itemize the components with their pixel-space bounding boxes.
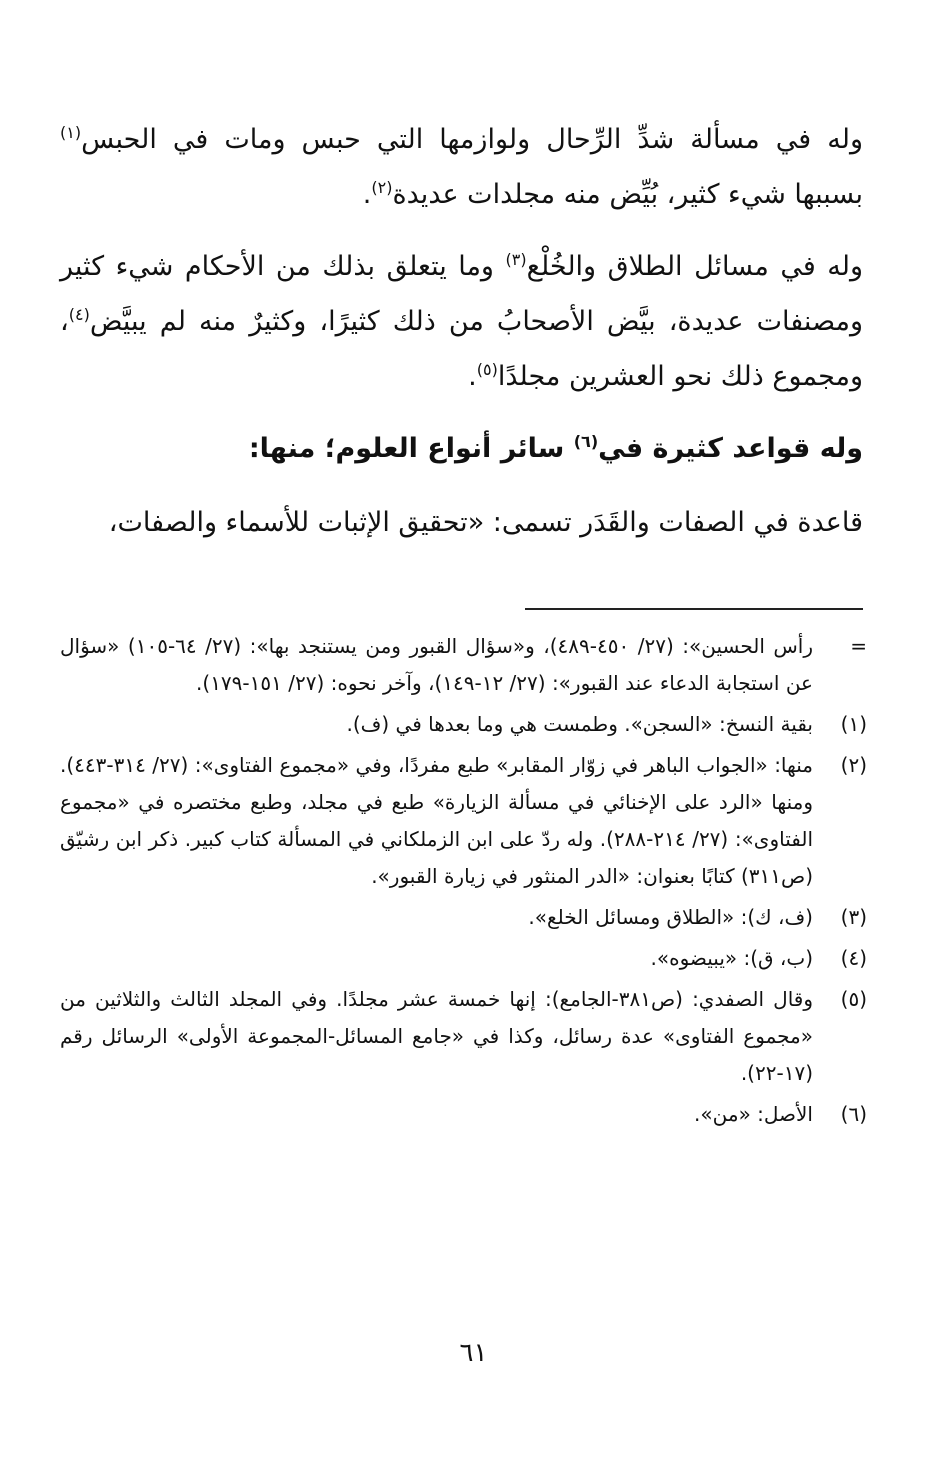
paragraph [60,112,863,222]
footnote-ref: (٢) [371,178,393,197]
text-segment: وله قواعد كثيرة في [598,433,863,464]
footnote-marker: (٢) [840,753,867,777]
text-segment: وما يتعلق بذلك من الأحكام شيء كثير ومصنفات عديدة، بيَّض الأصحابُ من ذلك كثيرًا، وكثيرٌ منه لم يبيَّض [60,251,863,337]
footnote-text: الأصل: «من». [694,1102,813,1126]
footnote-ref: (٥) [476,360,498,379]
footnote-ref: (٦) [573,432,599,451]
text-segment: . [468,361,477,392]
footnote-marker: (١) [840,712,867,736]
footnote-text: بقية النسخ: «السجن». وطمست هي وما بعدها في (ف). [346,712,813,736]
footnote-text: منها: «الجواب الباهر في زوّار المقابر» طبع مفردًا، وفي «مجموع الفتاوى»: (٢٧/ ٣١٤-٤٤٣). ومنها «الرد على الإخنائي في مسألة الزيارة» طبع في مجلد، وطبع مختصره في «مجموع الفتاوى»: (٢٧/ ٢١٤-٢٨٨). وله ردّ على ابن الزملكاني في المسألة كتاب كبير. ذكر ابن رشيّق (ص٣١١) كتابًا بعنوان: «الدر المنثور في زيارة القبور». [60,753,814,888]
page-number: ٦١ [459,1338,488,1368]
footnote-item [60,628,867,702]
paragraph [60,239,863,404]
footnote-item [60,940,867,977]
footnote-text: وقال الصفدي: (ص٣٨١-الجامع): إنها خمسة عشر مجلدًا. وفي المجلد الثالث والثلاثين من «مجموع الفتاوى» عدة رسائل، وكذا في «جامع المسائل-المجموعة الأولى» الرسائل رقم (١٧-٢٢). [60,987,814,1085]
footnote-item [60,1096,867,1133]
footnote-ref: (١) [60,123,82,142]
footnote-divider [525,608,863,610]
text-segment: . [362,179,372,210]
footnote-marker: = [850,634,867,658]
text-segment: ، ومجموع ذلك نحو العشرين مجلدًا [60,306,863,392]
footnote-text: (ب، ق): «يبيضوه». [650,946,813,970]
text-segment: وله في مسألة شدِّ الرِّحال ولوازمها التي حبس ومات في الحبس [81,124,863,155]
footnote-item [60,747,867,895]
paragraph [60,495,863,550]
footnote-ref: (٤) [68,305,90,324]
footnote-item [60,899,867,936]
section-heading [60,421,863,476]
footnote-marker: (٤) [840,946,867,970]
footnote-text: (ف، ك): «الطلاق ومسائل الخلع». [528,905,813,929]
text-segment: سائر أنواع العلوم؛ منها: [248,433,574,464]
text-segment: بسببها شيء كثير، بُيِّض منه مجلدات عديدة [392,179,863,210]
footnote-text: رأس الحسين»: (٢٧/ ٤٥٠-٤٨٩)، و«سؤال القبور ومن يستنجد بها»: (٢٧/ ٦٤-١٠٥) «سؤال عن استجابة الدعاء عند القبور»: (٢٧/ ١٢-١٤٩)، وآخر نحوه: (٢٧/ ١٥١-١٧٩). [60,634,813,695]
footnote-marker: (٦) [840,1102,867,1126]
text-segment: قاعدة في الصفات والقَدَر تسمى: «تحقيق الإثبات للأسماء والصفات، [108,507,863,538]
footnote-item [60,706,867,743]
footnote-marker: (٥) [840,987,867,1011]
main-text [60,112,863,567]
footnote-marker: (٣) [840,905,867,929]
footnote-item [60,981,867,1092]
footnotes [60,628,867,1137]
text-segment: وله في مسائل الطلاق والخُلْع [526,251,863,282]
footnote-ref: (٣) [505,250,527,269]
